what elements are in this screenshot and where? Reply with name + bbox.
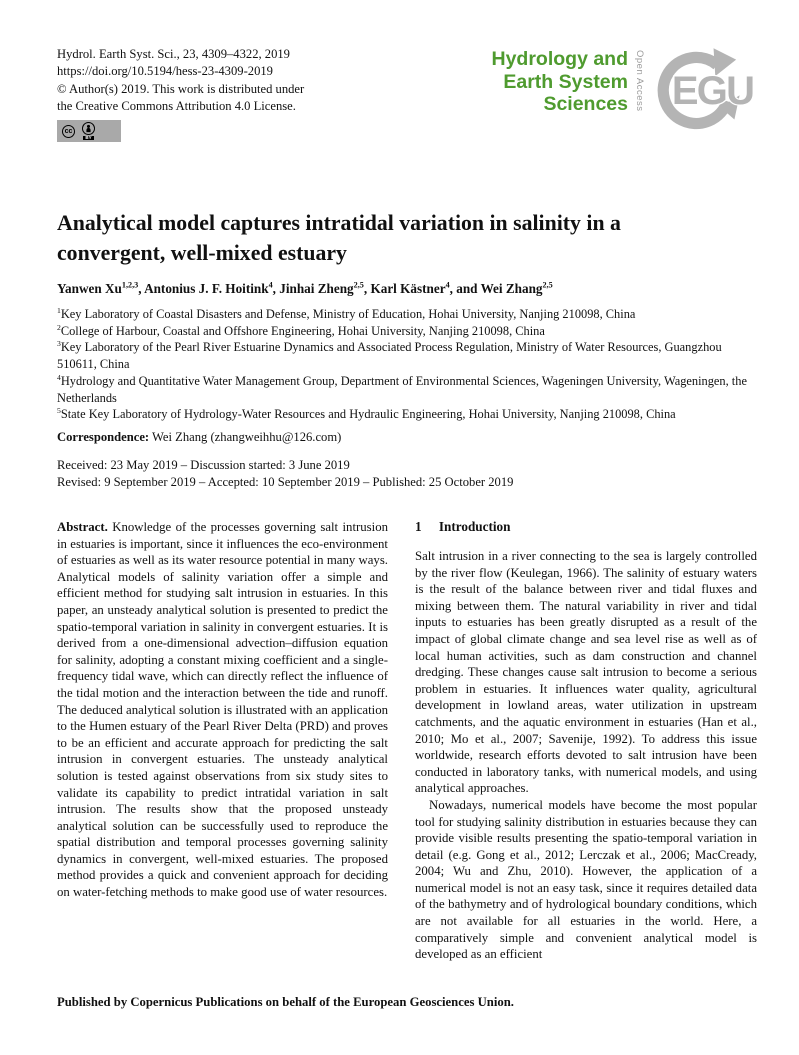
journal-name [491,48,628,116]
author-name: Yanwen Xu [57,281,122,296]
cc-by-badge [82,122,95,141]
open-access-label: Open Access [634,50,645,112]
correspondence-line [57,430,747,445]
authors-line: Yanwen Xu$^{1,2,3}$, Antonius J. F. Hoitink$^4$, Jinhai Zheng$^{2,5}$, Karl Kästner$^4$, and Wei Zhang$^{2,5}$ [57,280,553,296]
affiliation-line [57,323,752,340]
dates-block [57,457,747,491]
section-title: Introduction [438,519,511,534]
cc-by-label: BY [85,134,92,140]
affiliation-text: State Key Laboratory of Hydrology-Water Resources and Hydraulic Engineering, Hohai University, Nanjing 210098, China [60,407,676,422]
author-name: Karl Kästner [370,281,446,296]
author-affiliation-sup: 2,5 [353,280,364,290]
correspondence-text: Wei Zhang (zhangweihhu@126.com) [152,430,342,444]
author-affiliation-sup: 4 [445,280,450,290]
body-columns [57,519,757,963]
author-name: Antonius J. F. Hoitink [144,281,269,296]
abstract-label: Abstract. [57,520,108,534]
citation-line: Hydrol. Earth Syst. Sci., 23, 4309–4322, 2019 [57,47,290,61]
abstract-text: Knowledge of the processes governing salt intrusion in estuaries is important, since it influences the eco-environment of estuaries as well as its water resource potential in many ways. Analytical models of salinity variation offer a simple and efficient method for studying salt intrusion in estuaries. In this paper, an unsteady analytical solution is presented to predict the spatio-temporal variation in salinity in convergent estuaries. It is derived from a one-dimensional advection–diffusion equation for salinity, adopting a constant mixing coefficient and a single-frequency tidal wave, which can directly reflect the influence of the tidal motion and the interaction between the tide and runoff. The deduced analytical solution is illustrated with an application to the Humen estuary of the Pearl River Delta (PRD) and proves to be an efficient and accurate approach for predicting the salt intrusion in convergent estuaries. The unsteady analytical solution is tested against observations from six study sites to validate its capability to predict intratidal variation in salt intrusion. The results show that the proposed unsteady analytical solution can be successfully used to reproduce the spatial distribution and temporal processes governing salinity dynamics in convergent, well-mixed estuaries. The proposed method provides a quick and convenient approach for deciding on water-fetching methods to make good use of water resources. [57,520,388,900]
author-name: Jinhai Zheng [279,281,354,296]
author-affiliation-sup: 2,5 [542,280,553,290]
svg-text:EGU: EGU [671,68,754,113]
citation-line: © Author(s) 2019. This work is distributed under [57,81,305,96]
affiliation-line [57,339,752,372]
abstract-paragraph [57,519,388,901]
affiliation-sup: 1 [57,305,61,315]
doi-link: https://doi.org/10.5194/hess-23-4309-2019 [57,64,273,79]
journal-logo [491,48,757,144]
correspondence-label: Correspondence: [57,430,150,444]
affiliation-sup: 2 [57,322,61,332]
affiliation-line [57,306,752,323]
affiliation-sup: 3 [57,339,61,349]
publisher-footer: Published by Copernicus Publications on behalf of the European Geosciences Union. [57,995,514,1009]
paper-title-line: Analytical model captures intratidal variation in salinity in a [57,211,621,235]
affiliation-sup: 4 [57,372,61,382]
affiliation-sup: 5 [57,406,61,416]
author-name: and Wei Zhang [456,281,543,296]
paper-title [57,208,747,268]
affiliation-text: Hydrology and Quantitative Water Management Group, Department of Environmental Sciences, Wageningen University, Wageningen, the Netherlands [57,373,747,405]
cc-icon: cc [62,125,75,138]
journal-name-line: Sciences [543,93,628,115]
citation-line: the Creative Commons Attribution 4.0 License. [57,98,296,113]
received-line: Received: 23 May 2019 – Discussion started: 3 June 2019 [57,458,350,472]
section-heading-introduction [415,519,757,535]
affiliation-text: Key Laboratory of Coastal Disasters and Defense, Ministry of Education, Hohai University, Nanjing 210098, China [60,307,636,321]
introduction-paragraph-2: Nowadays, numerical models have become the most popular tool for studying salinity distribution in estuaries because they can provide visible results presenting the spatio-temporal variation in detail (e.g. Gong et al., 2012; Lerczak et al., 2006; MacCready, 2004; Wu and Zhu, 2010). However, the application of a numerical model is not an easy task, since it requires detailed data of the bathymetry and of hydrological boundary conditions, which are not available for all estuaries in the world. Here, a comparatively simple and convenient analytical model is developed as an efficient [415,797,757,962]
author-affiliation-sup: 1,2,3 [121,280,139,290]
egu-logo-icon [651,44,757,141]
introduction-paragraph-1: Salt intrusion in a river connecting to the sea is largely controlled by the river flow (Keulegan, 1966). The salinity of estuary waters is the result of the balance between river and tidal fluxes and mixing between them. The natural variability in river and tidal inputs to estuaries has been greatly disrupted as a result of the impact of global climate change and sea level rise as well as of local human activities, such as dam construction and channel dredging. These changes cause salt intrusion to become a serious problem in estuaries. It influences water quality, agricultural development in lowland areas, water utilization in upstream catchments, and the aquatic environment in estuaries (Han et al., 2010; Mo et al., 2007; Savenije, 1992). To address this issue worldwide, research efforts devoted to salt intrusion have been conducted in laboratory tanks, with numerical models, and using analytical approaches. [415,549,757,796]
page-header [57,46,757,144]
journal-name-line: Earth System [503,70,628,93]
author-affiliation-sup: 4 [268,280,273,290]
right-column [415,519,757,963]
affiliation-text: College of Harbour, Coastal and Offshore Engineering, Hohai University, Nanjing 210098, China [60,323,545,338]
citation-block [57,46,304,142]
cc-license-badge [57,120,121,142]
revised-line: Revised: 9 September 2019 – Accepted: 10 September 2019 – Published: 25 October 2019 [57,475,514,490]
journal-name-line: Hydrology and [491,48,628,70]
affiliation-text: Key Laboratory of the Pearl River Estuarine Dynamics and Associated Process Regulation, Ministry of Water Resources, Guangzhou 510611, China [57,340,722,372]
affiliations [57,306,752,423]
affiliation-line [57,373,752,406]
affiliation-line [57,406,752,423]
left-column [57,519,388,963]
cc-by-person-icon [82,122,95,135]
paper-title-line: convergent, well-mixed estuary [57,241,347,265]
section-number: 1 [415,519,422,534]
